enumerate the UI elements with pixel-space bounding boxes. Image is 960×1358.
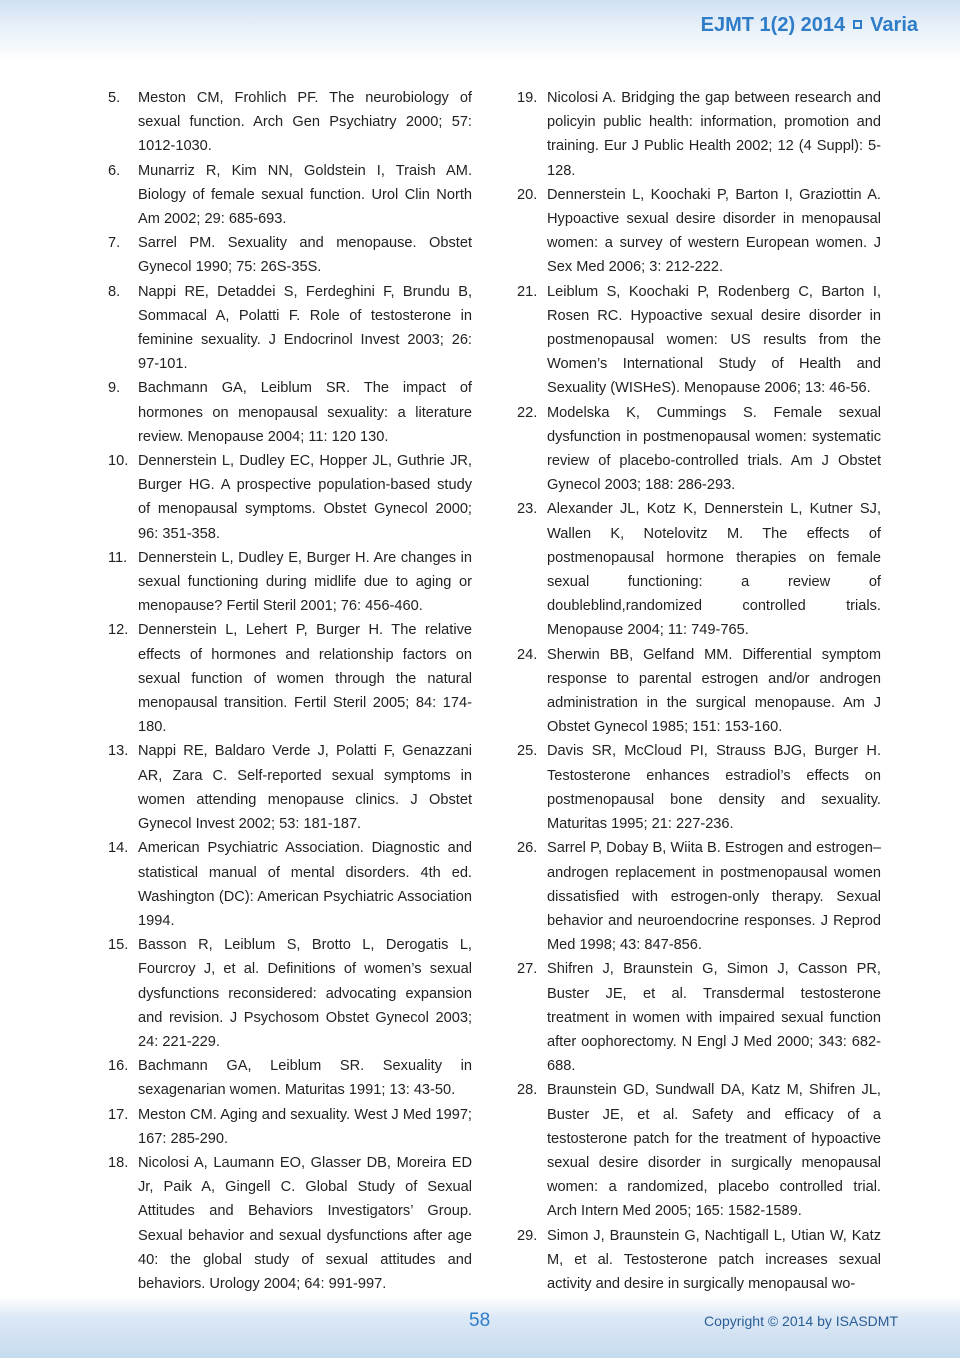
- references-right-column: [517, 86, 881, 1296]
- reference-number: 5.: [108, 90, 121, 106]
- reference-number: 26.: [517, 840, 538, 857]
- reference-text: Sarrel PM. Sexuality and menopause. Obstet Gynecol 1990; 75: 26S-35S.: [138, 235, 472, 276]
- reference-item: [517, 183, 881, 280]
- reference-text: Meston CM. Aging and sexuality. West J Med 1997; 167: 285-290.: [138, 1106, 472, 1147]
- square-separator-icon: [853, 20, 862, 29]
- reference-number: 25.: [517, 743, 538, 760]
- reference-number: 21.: [517, 283, 538, 300]
- reference-item: [108, 376, 472, 449]
- reference-text: Alexander JL, Kotz K, Dennerstein L, Kutner SJ, Wallen K, Notelovitz M. The effects of postmenopausal hormone therapies on female sexual functioning: a review of doubleblind,randomized controlled trials. Menopause 2004; 11: 749-765.: [547, 501, 881, 639]
- reference-number: 10.: [108, 453, 129, 470]
- reference-number: 19.: [517, 90, 538, 106]
- reference-text: Leiblum S, Koochaki P, Rodenberg C, Barton I, Rosen RC. Hypoactive sexual desire disorder in postmenopausal women: US results from the Women’s International Study of Health and Sexuality (WISHeS). Menopause 2006; 13: 46-56.: [547, 283, 881, 397]
- reference-number: 16.: [108, 1058, 129, 1075]
- reference-text: Dennerstein L, Lehert P, Burger H. The relative effects of hormones and relationship factors on sexual function of women through the natural menopausal transition. Fertil Steril 2005; 84: 174-180.: [138, 622, 472, 736]
- references-left-column: [108, 86, 472, 1296]
- reference-text: Sarrel P, Dobay B, Wiita B. Estrogen and estrogen–androgen replacement in postmenopausal women dissatisfied with estrogen-only therapy. Sexual behavior and neuroendocrine responses. J Reprod Med 1998; 43: 847-856.: [547, 840, 881, 954]
- reference-item: [517, 643, 881, 740]
- reference-text: Braunstein GD, Sundwall DA, Katz M, Shifren JL, Buster JE, et al. Safety and efficacy of a testosterone patch for the treatment of hypoactive sexual desire disorder in surgically menopausal women: a randomized, placebo controlled trial. Arch Intern Med 2005; 165: 1582-1589.: [547, 1082, 881, 1220]
- reference-item: [108, 280, 472, 377]
- reference-item: [108, 231, 472, 279]
- reference-text: Meston CM, Frohlich PF. The neurobiology of sexual function. Arch Gen Psychiatry 2000; 57: 1012-1030.: [138, 90, 472, 155]
- reference-item: [108, 449, 472, 546]
- reference-text: Munarriz R, Kim NN, Goldstein I, Traish AM. Biology of female sexual function. Urol Clin North Am 2002; 29: 685-693.: [138, 162, 472, 228]
- reference-number: 11.: [108, 549, 128, 566]
- reference-text: American Psychiatric Association. Diagnostic and statistical manual of mental disorders. 4th ed. Washington (DC): American Psychiatric Association 1994.: [138, 840, 472, 929]
- reference-item: [108, 1151, 472, 1296]
- reference-number: 28.: [517, 1082, 538, 1099]
- reference-number: 18.: [108, 1154, 129, 1171]
- reference-item: [517, 1224, 881, 1297]
- reference-item: [517, 401, 881, 498]
- reference-number: 6.: [108, 162, 121, 179]
- reference-number: 24.: [517, 646, 538, 663]
- reference-text: Dennerstein L, Koochaki P, Barton I, Graziottin A. Hypoactive sexual desire disorder in menopausal women: a survey of western European women. J Sex Med 2006; 3: 212-222.: [547, 186, 881, 276]
- reference-item: [108, 933, 472, 1054]
- reference-item: [517, 957, 881, 1078]
- reference-text: Bachmann GA, Leiblum SR. Sexuality in sexagenarian women. Maturitas 1991; 13: 43-50.: [138, 1058, 472, 1099]
- journal-title: EJMT 1(2) 2014: [700, 14, 846, 36]
- reference-item: [517, 280, 881, 401]
- page-number: 58: [469, 1310, 491, 1331]
- reference-number: 22.: [517, 404, 538, 421]
- reference-number: 7.: [108, 235, 121, 252]
- reference-item: [517, 836, 881, 957]
- reference-text: Sherwin BB, Gelfand MM. Differential symptom response to parental estrogen and/or androgen administration in the surgical menopause. Am J Obstet Gynecol 1985; 151: 153-160.: [547, 646, 881, 736]
- reference-text: Simon J, Braunstein G, Nachtigall L, Utian W, Katz M, et al. Testosterone patch increases sexual activity and desire in surgically menopausal wo-: [547, 1227, 881, 1292]
- reference-number: 12.: [108, 622, 129, 639]
- reference-item: [108, 546, 472, 619]
- running-header: [701, 14, 918, 37]
- reference-text: Dennerstein L, Dudley EC, Hopper JL, Guthrie JR, Burger HG. A prospective population-based study of menopausal symptoms. Obstet Gynecol 2000; 96: 351-358.: [138, 453, 472, 542]
- reference-text: Dennerstein L, Dudley E, Burger H. Are changes in sexual functioning during midlife due to aging or menopause? Fertil Steril 2001; 76: 456-460.: [138, 549, 472, 615]
- reference-number: 27.: [517, 961, 538, 978]
- reference-item: [517, 497, 881, 642]
- reference-number: 29.: [517, 1227, 538, 1244]
- reference-item: [108, 159, 472, 232]
- reference-number: 14.: [108, 840, 129, 857]
- copyright-notice: Copyright © 2014 by ISASDMT: [704, 1313, 898, 1329]
- reference-item: [108, 618, 472, 739]
- reference-item: [108, 836, 472, 933]
- reference-item: [108, 739, 472, 836]
- reference-number: 8.: [108, 283, 121, 300]
- reference-text: Nicolosi A, Laumann EO, Glasser DB, Moreira ED Jr, Paik A, Gingell C. Global Study of Sexual Attitudes and Behaviors Investigators’ Group. Sexual behavior and sexual dysfunctions after age 40: the global study of sexual attitudes and behaviors. Urology 2004; 64: 991-997.: [138, 1154, 472, 1292]
- reference-text: Basson R, Leiblum S, Brotto L, Derogatis L, Fourcroy J, et al. Definitions of women’s sexual dysfunctions reconsidered: advocating expansion and revision. J Psychosom Obstet Gynecol 2003; 24: 221-229.: [138, 937, 472, 1050]
- reference-number: 23.: [517, 501, 538, 518]
- reference-item: [108, 86, 472, 159]
- reference-text: Bachmann GA, Leiblum SR. The impact of hormones on menopausal sexuality: a literature review. Menopause 2004; 11: 120 130.: [138, 380, 472, 445]
- reference-text: Modelska K, Cummings S. Female sexual dysfunction in postmenopausal women: systematic review of placebo-controlled trials. Am J Obstet Gynecol 2003; 188: 286-293.: [547, 404, 881, 494]
- reference-number: 20.: [517, 186, 538, 203]
- reference-item: [108, 1054, 472, 1102]
- reference-item: [517, 739, 881, 836]
- reference-item: [517, 86, 881, 183]
- reference-text: Nappi RE, Detaddei S, Ferdeghini F, Brundu B, Sommacal A, Polatti F. Role of testosterone in feminine sexuality. J Endocrinol Invest 2003; 26: 97-101.: [138, 283, 472, 373]
- reference-text: Davis SR, McCloud PI, Strauss BJG, Burger H. Testosterone enhances estradiol’s effects on postmenopausal bone density and sexuality. Maturitas 1995; 21: 227-236.: [547, 743, 881, 833]
- reference-number: 13.: [108, 743, 129, 760]
- reference-number: 15.: [108, 937, 129, 954]
- section-name: Varia: [870, 14, 918, 36]
- reference-number: 17.: [108, 1106, 129, 1123]
- reference-item: [108, 1103, 472, 1151]
- reference-text: Nicolosi A. Bridging the gap between research and policyin public health: information, promotion and training. Eur J Public Health 2002; 12 (4 Suppl): 5-128.: [547, 90, 881, 179]
- reference-item: [517, 1078, 881, 1223]
- reference-number: 9.: [108, 380, 121, 397]
- reference-text: Shifren J, Braunstein G, Simon J, Casson PR, Buster JE, et al. Transdermal testosterone treatment in women with impaired sexual function after oophorectomy. N Engl J Med 2000; 343: 682-688.: [547, 961, 881, 1075]
- reference-text: Nappi RE, Baldaro Verde J, Polatti F, Genazzani AR, Zara C. Self-reported sexual symptoms in women attending menopause clinics. J Obstet Gynecol Invest 2002; 53: 181-187.: [138, 743, 472, 833]
